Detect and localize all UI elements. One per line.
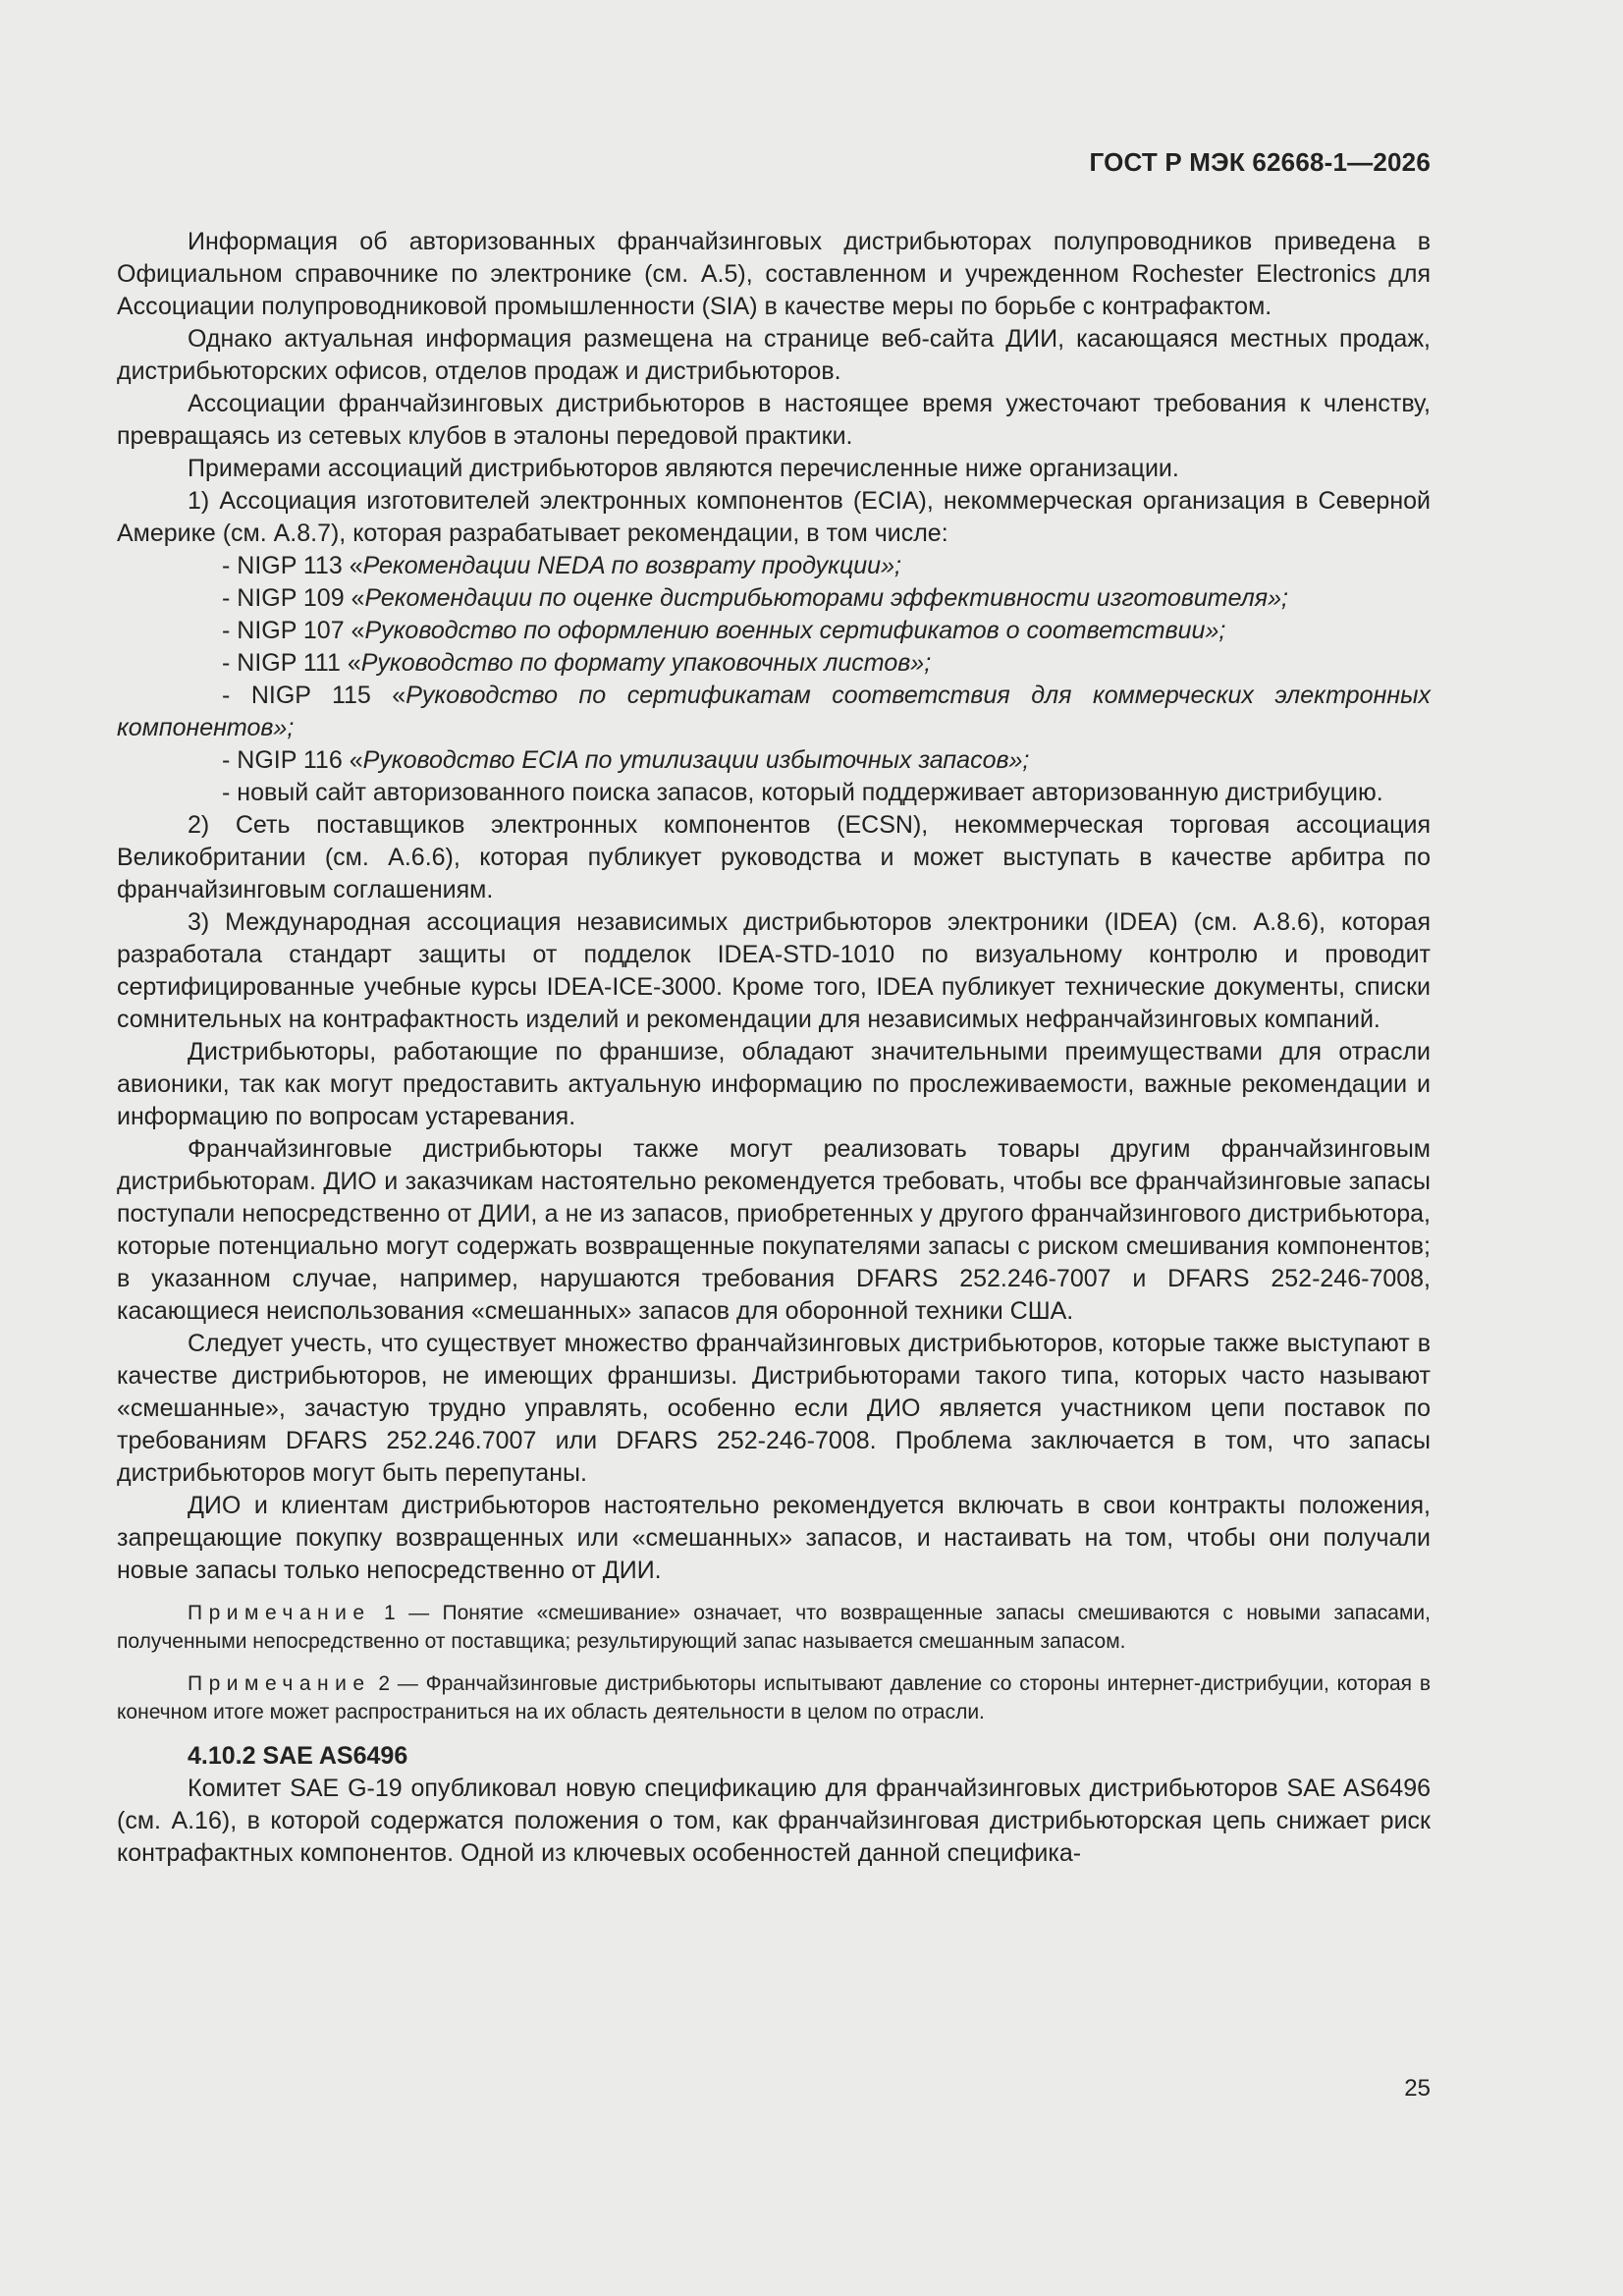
paragraph: ДИО и клиентам дистрибьюторов настоятельно рекомендуется включать в свои контракты положения, запрещающие покупку возвращенных или «смешанных» запасов, и настаивать на том, чтобы они получали новые запасы только непосредственно от ДИИ. (117, 1492, 1431, 1584)
note-label: Примечание (188, 1602, 371, 1624)
paragraph: 3) Международная ассоциация независимых дистрибьюторов электроники (IDEA) (см. А.8.6), которая разработала стандарт защиты от подделок IDEA-STD-1010 по визуальному контролю и проводит сертифицированные учебные курсы IDEA-ICE-3000. Кроме того, IDEA публикует технические документы, списки сомнительных на контрафактность изделий и рекомендации для независимых нефранчайзинговых компаний. (117, 908, 1431, 1033)
ecia-list-item (117, 647, 1431, 680)
ecia-list-item-title: Рекомендации по оценке дистрибьюторами эффективности изготовителя»; (364, 584, 1289, 612)
document-header-id: ГОСТ Р МЭК 62668-1—2026 (1089, 147, 1431, 177)
paragraph: Следует учесть, что существует множество франчайзинговых дистрибьюторов, которые также выступают в качестве дистрибьюторов, не имеющих франшизы. Дистрибьюторами такого типа, которых часто называют «смешанные», зачастую трудно управлять, особенно если ДИО является участником цепи поставок по требованиям DFARS 252.246.7007 или DFARS 252-246-7008. Проблема заключается в том, что запасы дистрибьюторов могут быть перепутаны. (117, 1330, 1431, 1487)
note-1 (117, 1599, 1431, 1656)
ecia-list-item-title: Руководство ECIA по утилизации избыточных запасов»; (362, 746, 1030, 774)
note-label: Примечание (188, 1672, 371, 1695)
ecia-list-item-title: Руководство по формату упаковочных листов»; (360, 649, 932, 677)
ecia-list-item (117, 550, 1431, 582)
section-heading: 4.10.2 SAE AS6496 (188, 1742, 408, 1770)
ecia-list-item: - новый сайт авторизованного поиска запасов, который поддерживает авторизованную дистрибуцию. (222, 779, 1383, 806)
paragraph: 1) Ассоциация изготовителей электронных компонентов (ECIA), некоммерческая организация в Северной Америке (см. А.8.7), которая разрабатывает рекомендации, в том числе: (117, 487, 1431, 547)
ecia-list-item-code: - NIGP 111 « (222, 649, 361, 677)
paragraph: Информация об авторизованных франчайзинговых дистрибьюторах полупроводников приведена в Официальном справочнике по электронике (см. А.5), составленном и учрежденном Rochester Electronics для Ассоциации полупроводниковой промышленности (SIA) в качестве меры по борьбе с контрафактом. (117, 228, 1431, 320)
ecia-list-item-code: - NIGP 115 « (222, 682, 406, 709)
ecia-list-item-code: - NIGP 113 « (222, 552, 363, 579)
ecia-list-item-code: - NIGP 109 « (222, 584, 365, 612)
paragraph: Франчайзинговые дистрибьюторы также могут реализовать товары другим франчайзинговым дистрибьюторам. ДИО и заказчикам настоятельно рекомендуется требовать, чтобы все франчайзинговые запасы поступали непосредственно от ДИИ, а не из запасов, приобретенных у другого франчайзингового дистрибьютора, которые потенциально могут содержать возвращенные покупателями запасы с риском смешивания компонентов; в указанном случае, например, нарушаются требования DFARS 252.246-7007 и DFARS 252-246-7008, касающиеся неиспользования «смешанных» запасов для оборонной техники США. (117, 1135, 1431, 1325)
ecia-list-item-code: - NIGP 107 « (222, 617, 365, 644)
paragraph: Дистрибьюторы, работающие по франшизе, обладают значительными преимуществами для отрасли авионики, так как могут предоставить актуальную информацию по прослеживаемости, важные рекомендации и информацию по вопросам устаревания. (117, 1038, 1431, 1130)
ecia-list-item-title: Руководство по сертификатам соответствия для коммерческих электронных компонентов»; (117, 682, 1431, 741)
ecia-list-item-code: - NGIP 116 « (222, 746, 363, 774)
note-text: 2 — Франчайзинговые дистрибьюторы испытывают давление со стороны интернет-дистрибуции, которая в конечном итоге может распространиться на их область деятельности в целом по отрасли. (117, 1672, 1431, 1723)
paragraph: Однако актуальная информация размещена на странице веб-сайта ДИИ, касающаяся местных продаж, дистрибьюторских офисов, отделов продаж и дистрибьюторов. (117, 325, 1431, 385)
paragraph: Примерами ассоциаций дистрибьюторов являются перечисленные ниже организации. (188, 455, 1179, 482)
page-number: 25 (1404, 2075, 1431, 2102)
ecia-list-item-title: Рекомендации NEDA по возврату продукции»; (362, 552, 901, 579)
note-text: 1 — Понятие «смешивание» означает, что возвращенные запасы смешиваются с новыми запасами, полученными непосредственно от поставщика; результирующий запас называется смешанным запасом. (117, 1602, 1431, 1653)
paragraph: 2) Сеть поставщиков электронных компонентов (ECSN), некоммерческая торговая ассоциация Великобритании (см. А.6.6), которая публикует руководства и может выступать в качестве арбитра по франчайзинговым соглашениям. (117, 811, 1431, 903)
ecia-list-item (117, 744, 1431, 777)
ecia-list-item (117, 615, 1431, 647)
note-2 (117, 1669, 1431, 1726)
ecia-list-item (117, 582, 1431, 615)
ecia-list-item (117, 680, 1431, 744)
paragraph: Комитет SAE G-19 опубликовал новую спецификацию для франчайзинговых дистрибьюторов SAE AS6496 (см. А.16), в которой содержатся положения о том, как франчайзинговая дистрибьюторская цепь снижает риск контрафактных компонентов. Одной из ключевых особенностей данной специфика- (117, 1775, 1431, 1867)
ecia-list-item-title: Руководство по оформлению военных сертификатов о соответствии»; (364, 617, 1226, 644)
paragraph: Ассоциации франчайзинговых дистрибьюторов в настоящее время ужесточают требования к членству, превращаясь из сетевых клубов в эталоны передовой практики. (117, 390, 1431, 450)
document-body (117, 226, 1431, 1870)
